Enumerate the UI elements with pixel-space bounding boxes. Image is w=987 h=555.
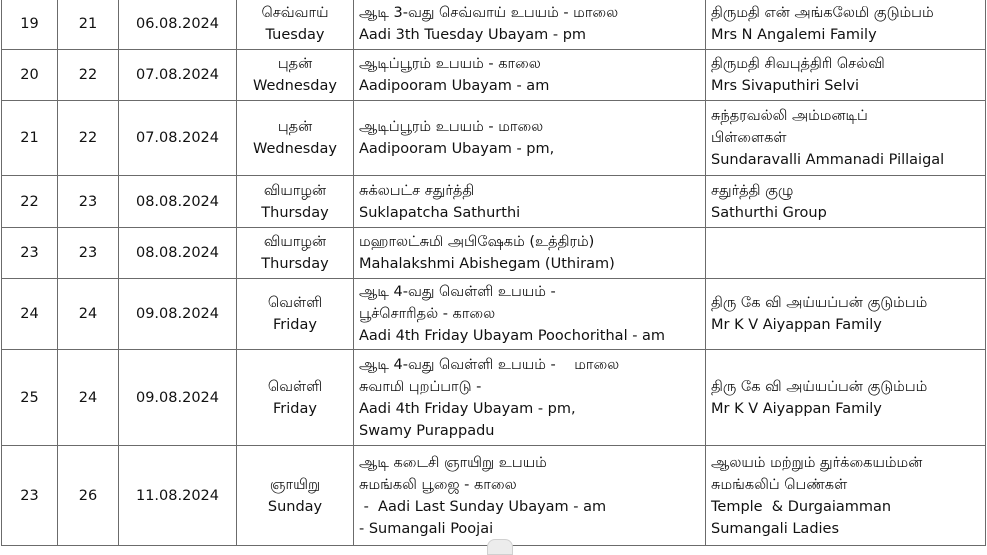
weekday-cell: [237, 350, 354, 446]
date-cell: 09.08.2024: [119, 350, 237, 446]
weekday-tamil: வெள்ளி: [267, 295, 323, 311]
weekday-english: Friday: [273, 400, 317, 417]
sponsor-cell: [706, 50, 986, 101]
event-line: சுக்லபட்ச சதுர்த்தி: [359, 182, 475, 199]
date-cell: 08.08.2024: [119, 228, 237, 279]
weekday-tamil: புதன்: [277, 56, 313, 72]
weekday-tamil: ஞாயிறு: [269, 476, 321, 493]
sponsor-cell: [706, 101, 986, 176]
event-line: ஆடி கடைசி ஞாயிறு உபயம்: [359, 454, 547, 471]
event-line: சுவாமி புறப்பாடு -: [359, 378, 482, 395]
event-cell: [354, 228, 706, 279]
sponsor-cell: [706, 446, 986, 546]
event-cell: [354, 50, 706, 101]
serial-number-cell: 23: [2, 446, 58, 546]
event-cell: [354, 446, 706, 546]
day-number-cell: 22: [58, 101, 119, 176]
sponsor-cell: [706, 279, 986, 350]
event-line: Aadipooram Ubayam - pm,: [359, 141, 555, 157]
sponsor-line: Temple & Durgaiamman: [711, 498, 892, 515]
date-cell: 08.08.2024: [119, 176, 237, 228]
date-cell: 06.08.2024: [119, 0, 237, 50]
day-number-cell: 24: [58, 279, 119, 350]
event-line: - Sumangali Poojai: [359, 520, 494, 537]
sponsor-line: Mrs N Angalemi Family: [711, 26, 877, 43]
sponsor-line: Mr K V Aiyappan Family: [711, 317, 882, 333]
event-line: Aadi 4th Friday Ubayam Poochorithal - am: [359, 328, 666, 344]
table-row: [2, 279, 986, 350]
weekday-english: Wednesday: [253, 78, 337, 94]
sponsor-line: Mr K V Aiyappan Family: [711, 400, 882, 417]
day-number-cell: 26: [58, 446, 119, 546]
schedule-table: [1, 0, 986, 546]
sponsor-line: சுமங்கலிப் பெண்கள்: [711, 476, 848, 493]
serial-number-cell: 22: [2, 176, 58, 228]
weekday-english: Thursday: [261, 204, 329, 221]
date-cell: 11.08.2024: [119, 446, 237, 546]
sponsor-line: Sumangali Ladies: [711, 520, 840, 537]
sponsor-line: Sundaravalli Ammanadi Pillaigal: [711, 152, 945, 168]
sponsor-line: ஆலயம் மற்றும் துர்க்கையம்மன்: [711, 454, 923, 471]
event-line: ஆடி 4-வது வெள்ளி உபயம் - மாலை: [359, 356, 620, 373]
serial-number-cell: 25: [2, 350, 58, 446]
event-line: - Aadi Last Sunday Ubayam - am: [359, 498, 607, 515]
sponsor-line: திரு கே வி அய்யப்பன் குடும்பம்: [711, 378, 928, 395]
serial-number-cell: 21: [2, 101, 58, 176]
event-line: பூச்சொரிதல் - காலை: [359, 306, 496, 322]
sponsor-cell: [706, 176, 986, 228]
sponsor-line: Mrs Sivaputhiri Selvi: [711, 78, 859, 94]
sponsor-cell: [706, 0, 986, 50]
scroll-tab[interactable]: [487, 539, 513, 555]
event-cell: [354, 101, 706, 176]
event-cell: [354, 0, 706, 50]
sponsor-line: சதுர்த்தி குழு: [711, 182, 794, 199]
sponsor-line: Sathurthi Group: [711, 204, 827, 221]
date-cell: 09.08.2024: [119, 279, 237, 350]
weekday-cell: [237, 0, 354, 50]
table-row: [2, 101, 986, 176]
table-row: [2, 350, 986, 446]
sponsor-cell: [706, 350, 986, 446]
event-line: ஆடிப்பூரம் உபயம் - காலை: [359, 56, 541, 72]
day-number-cell: 23: [58, 228, 119, 279]
event-line: Suklapatcha Sathurthi: [359, 204, 521, 221]
event-line: Swamy Purappadu: [359, 422, 495, 439]
weekday-english: Tuesday: [265, 26, 325, 43]
serial-number-cell: 19: [2, 0, 58, 50]
weekday-cell: [237, 101, 354, 176]
weekday-cell: [237, 176, 354, 228]
event-cell: [354, 176, 706, 228]
day-number-cell: 21: [58, 0, 119, 50]
event-line: Aadi 4th Friday Ubayam - pm,: [359, 400, 576, 417]
event-line: ஆடி 3-வது செவ்வாய் உபயம் - மாலை: [359, 4, 619, 21]
event-cell: [354, 350, 706, 446]
table-row: [2, 50, 986, 101]
weekday-tamil: புதன்: [277, 119, 313, 135]
weekday-cell: [237, 228, 354, 279]
sponsor-line: திருமதி சிவபுத்திரி செல்வி: [711, 56, 885, 72]
sponsor-line: சுந்தரவல்லி அம்மனடிப்: [711, 108, 868, 124]
sponsor-line: திருமதி என் அங்கலேமி குடும்பம்: [711, 4, 934, 21]
event-line: சுமங்கலி பூஜை - காலை: [359, 476, 517, 493]
weekday-tamil: வெள்ளி: [267, 378, 323, 395]
sponsor-line: பிள்ளைகள்: [711, 130, 787, 146]
weekday-tamil: வியாழன்: [263, 234, 327, 250]
weekday-english: Wednesday: [253, 141, 337, 157]
date-cell: 07.08.2024: [119, 101, 237, 176]
weekday-cell: [237, 446, 354, 546]
weekday-english: Thursday: [261, 256, 329, 272]
table-row: [2, 176, 986, 228]
table-row: [2, 228, 986, 279]
weekday-tamil: செவ்வாய்: [261, 4, 329, 21]
weekday-english: Sunday: [267, 498, 323, 515]
day-number-cell: 23: [58, 176, 119, 228]
weekday-tamil: வியாழன்: [263, 182, 327, 199]
weekday-cell: [237, 279, 354, 350]
sponsor-cell: [706, 228, 986, 279]
date-cell: 07.08.2024: [119, 50, 237, 101]
sponsor-line: திரு கே வி அய்யப்பன் குடும்பம்: [711, 295, 928, 311]
event-line: ஆடி 4-வது வெள்ளி உபயம் -: [359, 284, 556, 300]
table-row: [2, 446, 986, 546]
event-line: Aadipooram Ubayam - am: [359, 78, 550, 94]
serial-number-cell: 23: [2, 228, 58, 279]
event-cell: [354, 279, 706, 350]
event-line: மஹாலட்சுமி அபிஷேகம் (உத்திரம்): [359, 234, 595, 250]
day-number-cell: 22: [58, 50, 119, 101]
serial-number-cell: 24: [2, 279, 58, 350]
event-line: ஆடிப்பூரம் உபயம் - மாலை: [359, 119, 544, 135]
serial-number-cell: 20: [2, 50, 58, 101]
day-number-cell: 24: [58, 350, 119, 446]
weekday-english: Friday: [273, 317, 317, 333]
table-row: [2, 0, 986, 50]
event-line: Aadi 3th Tuesday Ubayam - pm: [359, 26, 587, 43]
event-line: Mahalakshmi Abishegam (Uthiram): [359, 256, 615, 272]
schedule-table-body: [2, 0, 986, 546]
weekday-cell: [237, 50, 354, 101]
